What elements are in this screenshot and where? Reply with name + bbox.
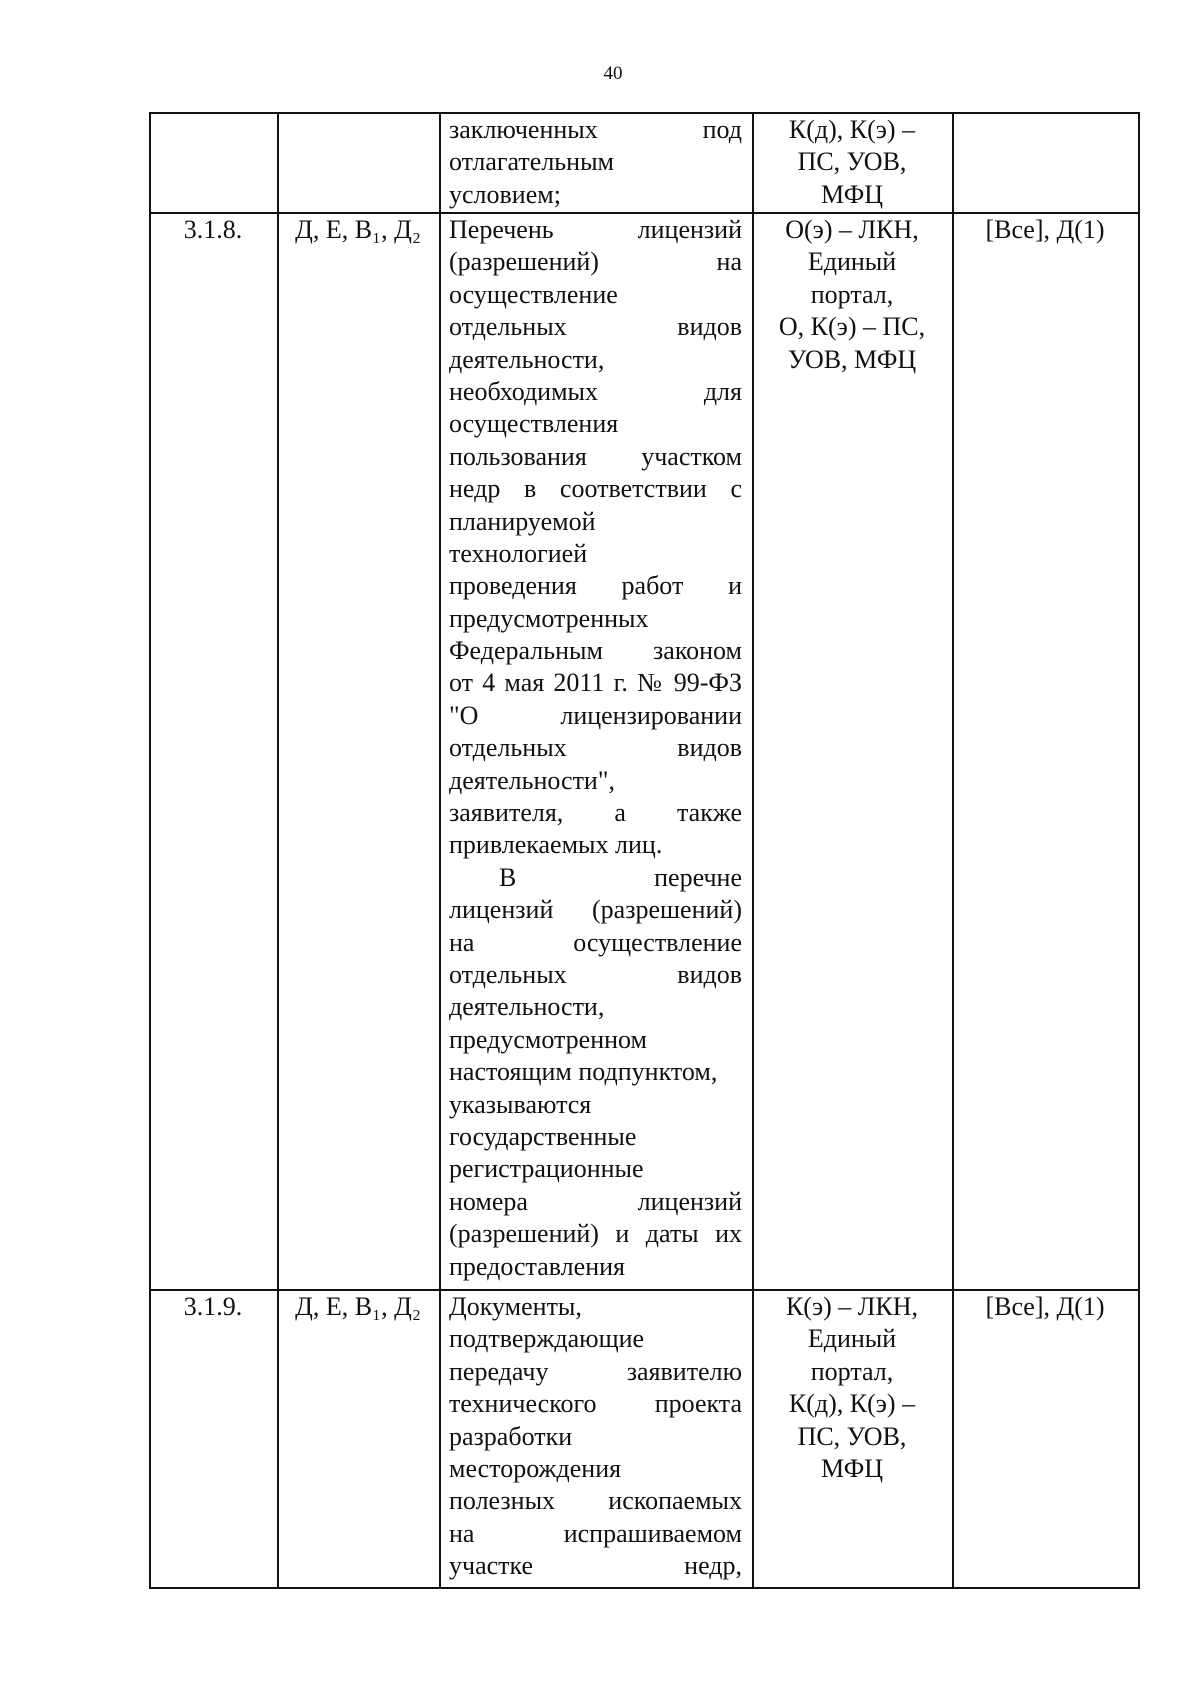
table-border xyxy=(149,1587,1140,1589)
text-line: ПС, УОВ, xyxy=(797,147,907,177)
table-border xyxy=(952,112,954,1587)
cell-text: [Все], Д(1) xyxy=(985,215,1105,244)
text-line: осуществления xyxy=(449,409,619,439)
text-line: МФЦ xyxy=(820,179,884,209)
text-line: отдельных видов xyxy=(449,733,742,763)
text-line: привлекаемых лиц. xyxy=(449,830,663,860)
cell-text xyxy=(287,114,429,146)
row-sources xyxy=(762,1291,942,1485)
cell-text: 3.1.9. xyxy=(183,1292,243,1321)
table-border xyxy=(752,112,754,1587)
text-line: К(э) – ЛКН, xyxy=(785,1292,919,1321)
text-line: государственные xyxy=(449,1121,637,1151)
text-line: недр в соответствии с xyxy=(449,474,742,504)
text-line: О, К(э) – ПС, xyxy=(778,312,926,342)
row-applicants xyxy=(962,1291,1128,1323)
text-line: настоящим подпунктом, xyxy=(449,1057,718,1087)
text-line: Документы, xyxy=(449,1292,582,1321)
text-line: К(д), К(э) – xyxy=(788,1389,916,1419)
text-line: указываются xyxy=(449,1089,592,1119)
text-line: Перечень лицензий xyxy=(449,215,742,244)
row-description xyxy=(449,114,742,211)
text-line: планируемой xyxy=(449,506,596,536)
text-line: номера лицензий xyxy=(449,1186,742,1216)
text-line: (разрешений) на xyxy=(449,247,742,277)
text-line: на осуществление xyxy=(449,927,742,957)
text-line: Единый xyxy=(807,247,897,277)
text-line: УОВ, МФЦ xyxy=(787,344,917,374)
text-line: отдельных видов xyxy=(449,959,742,989)
text-line: от 4 мая 2011 г. № 99-ФЗ xyxy=(449,668,742,698)
text-line: осуществление xyxy=(449,279,618,309)
text-line: месторождения xyxy=(449,1453,622,1483)
row-applicants xyxy=(962,114,1128,146)
text-line: передачу заявителю xyxy=(449,1356,742,1386)
row-number xyxy=(159,114,267,146)
cell-text xyxy=(159,114,267,146)
table-border xyxy=(149,1289,1140,1291)
text-line: (разрешений) и даты их xyxy=(449,1219,742,1249)
text-line: необходимых для xyxy=(449,376,742,406)
table-border xyxy=(149,112,1140,114)
text-line: ПС, УОВ, xyxy=(797,1421,907,1451)
table-border xyxy=(149,212,1140,214)
text-line: портал, xyxy=(810,1356,894,1386)
row-sources xyxy=(762,114,942,211)
text-line: регистрационные xyxy=(449,1154,644,1184)
text-line: подтверждающие xyxy=(449,1324,645,1354)
text-line: заключенных под xyxy=(449,115,742,144)
text-line: МФЦ xyxy=(820,1453,884,1483)
text-line: О(э) – ЛКН, xyxy=(785,215,919,244)
text-line: участке недр, xyxy=(449,1551,742,1581)
text-line: заявителя, а также xyxy=(449,798,742,828)
text-line: лицензий (разрешений) xyxy=(449,895,742,925)
text-line: портал, xyxy=(810,279,894,309)
cell-text: 3.1.8. xyxy=(183,215,243,244)
row-number xyxy=(159,1291,267,1323)
text-line: К(д), К(э) – xyxy=(788,115,916,144)
text-line: разработки xyxy=(449,1421,573,1451)
text-line: пользования участком xyxy=(449,441,742,471)
cell-text: [Все], Д(1) xyxy=(985,1292,1105,1321)
text-line: деятельности, xyxy=(449,992,605,1022)
row-categories xyxy=(287,114,429,146)
table-border xyxy=(277,112,279,1587)
text-line: "О лицензировании xyxy=(449,700,742,730)
text-line: предусмотренном xyxy=(449,1024,647,1054)
table-border xyxy=(149,112,151,1587)
text-line: условием; xyxy=(449,179,561,209)
row-number xyxy=(159,214,267,246)
text-line: предоставления xyxy=(449,1251,625,1281)
text-line: предусмотренных xyxy=(449,603,649,633)
text-line: деятельности", xyxy=(449,765,615,795)
row-description xyxy=(449,1291,742,1583)
text-line: деятельности, xyxy=(449,344,605,374)
cell-text xyxy=(962,114,1128,146)
row-applicants xyxy=(962,214,1128,246)
text-line: на испрашиваемом xyxy=(449,1518,742,1548)
text-line: отдельных видов xyxy=(449,312,742,342)
row-categories xyxy=(287,214,429,246)
text-line: полезных ископаемых xyxy=(449,1486,742,1516)
table-border xyxy=(1138,112,1140,1587)
text-line: технологией xyxy=(449,538,588,568)
row-sources xyxy=(762,214,942,376)
table-border xyxy=(439,112,441,1587)
page-number: 40 xyxy=(603,63,623,84)
text-line: проведения работ и xyxy=(449,571,742,601)
cell-text: Д, Е, В₁, Д₂ xyxy=(295,1292,421,1321)
text-line: В перечне xyxy=(499,862,742,892)
text-line: Единый xyxy=(807,1324,897,1354)
text-line: Федеральным законом xyxy=(449,636,742,666)
text-line: технического проекта xyxy=(449,1389,742,1419)
row-categories xyxy=(287,1291,429,1323)
text-line: отлагательным xyxy=(449,147,614,177)
row-description xyxy=(449,214,742,1283)
cell-text: Д, Е, В₁, Д₂ xyxy=(295,215,421,244)
